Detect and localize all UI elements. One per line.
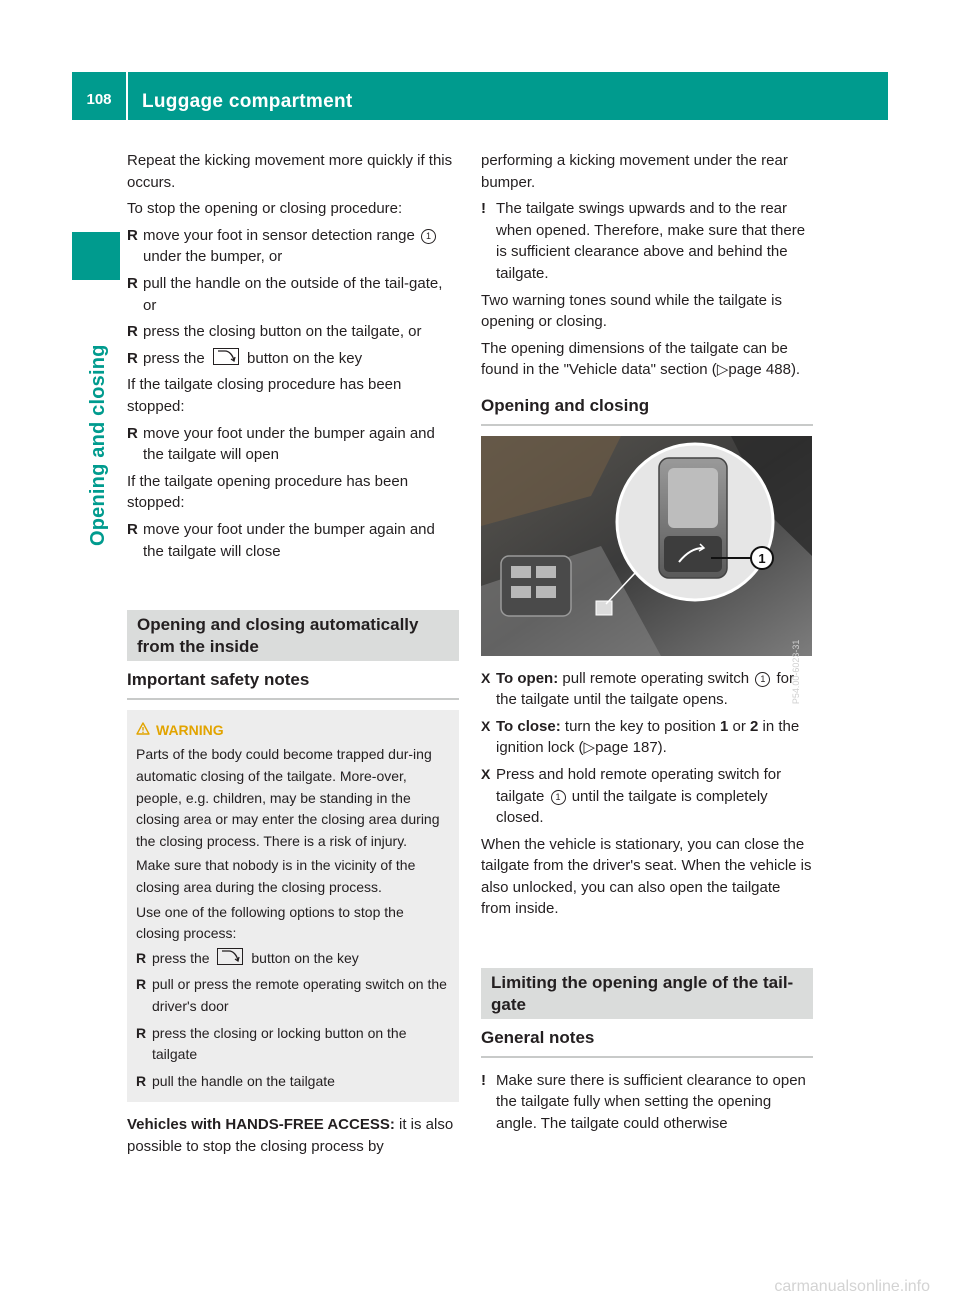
warning-triangle-icon [136, 720, 150, 742]
action-arrow-icon: X [481, 669, 491, 686]
page-number: 108 [86, 91, 112, 108]
warning-text: Parts of the body could become trapped dur-ing automatic closing of the tailgate. More-over, people, e.g. children, may be standing in the closing area or may enter the closing area during the closing process. There is a risk of injury. [136, 746, 440, 849]
list-item: R press the closing button on the tailgate, or [127, 321, 459, 343]
subsection-heading: Opening and closing [481, 395, 813, 426]
paragraph: The opening dimensions of the tailgate can be found in the "Vehicle data" section (▷page 488). [481, 339, 801, 379]
callout-circle-icon: 1 [421, 229, 436, 244]
footer-watermark[interactable]: carmanualsonline.info [774, 1278, 930, 1295]
page-reference[interactable]: page 488 [728, 361, 791, 379]
subsection-heading: General notes [481, 1027, 813, 1058]
note: ! The tailgate swings upwards and to the rear when opened. Therefore, make sure that there is sufficient clearance above and behind the tailgate. [481, 200, 806, 282]
list-item: R pull the handle on the outside of the tail-gate, or [127, 274, 443, 314]
list-item: R pull the handle on the tailgate [136, 1071, 451, 1093]
list-item: R press the closing or locking button on the tailgate [136, 1024, 407, 1063]
paragraph: If the tailgate opening procedure has been stopped: [127, 472, 409, 512]
list-item: R move your foot under the bumper again and the tailgate will close [127, 520, 435, 560]
bullet-icon: R [136, 1024, 147, 1041]
action-step: X To open: pull remote operating switch 1 for the tailgate until the tailgate opens. [481, 669, 795, 709]
list-item: R press the button on the key [127, 348, 459, 370]
bullet-icon: R [127, 274, 138, 292]
paragraph: When the vehicle is stationary, you can close the tailgate from the driver's seat. When the vehicle is also unlocked, you can also open the tailgate from inside. [481, 835, 812, 918]
warning-text: Make sure that nobody is in the vicinity of the closing area during the closing process. [136, 857, 416, 896]
paragraph: Vehicles with HANDS-FREE ACCESS: it is also possible to stop the closing process by [127, 1116, 454, 1155]
tailgate-key-icon [217, 948, 243, 965]
header-separator [126, 72, 128, 120]
warning-box [127, 710, 459, 1103]
paragraph: Repeat the kicking movement more quickly if this occurs. [127, 152, 453, 191]
action-arrow-icon: X [481, 765, 491, 782]
section-heading: Opening and closing automatically from the inside [127, 610, 459, 661]
bullet-icon: R [127, 226, 138, 244]
callout-circle-icon: 1 [551, 790, 566, 805]
list-item: R press the button on the key [136, 948, 451, 970]
image-code: P54.00-6023-31 [791, 639, 802, 705]
action-step: X Press and hold remote operating switch for tailgate 1 until the tailgate is completely closed. [481, 765, 782, 827]
warning-title: WARNING [136, 720, 451, 742]
exclamation-icon: ! [481, 200, 486, 218]
exclamation-icon: ! [481, 1071, 486, 1089]
paragraph: To stop the opening or closing procedure: [127, 200, 403, 218]
paragraph: performing a kicking movement under the rear bumper. [481, 152, 788, 191]
bullet-icon: R [127, 424, 138, 442]
page-reference[interactable]: page 187 [595, 739, 658, 757]
list-item: R move your foot under the bumper again and the tailgate will open [127, 424, 435, 464]
page-header [72, 72, 888, 120]
bullet-icon: R [136, 976, 147, 993]
side-tab-label: Opening and closing [87, 344, 109, 546]
right-column [481, 150, 813, 1140]
chapter-title: Luggage compartment [142, 91, 353, 112]
bullet-icon: R [136, 949, 147, 966]
tailgate-key-icon [213, 348, 239, 365]
bullet-icon: R [127, 349, 138, 367]
warning-text: Use one of the following options to stop the closing process: [136, 903, 404, 942]
page-ref-arrow-icon: ▷ [716, 361, 729, 379]
list-item: R pull or press the remote operating switch on the driver's door [136, 976, 447, 1014]
bullet-icon: R [127, 323, 138, 341]
page-ref-arrow-icon: ▷ [583, 739, 596, 757]
action-arrow-icon: X [481, 717, 491, 734]
paragraph: If the tailgate closing procedure has been stopped: [127, 376, 402, 415]
paragraph: Two warning tones sound while the tailgate is opening or closing. [481, 291, 783, 331]
note: ! Make sure there is sufficient clearance to open the tailgate fully when setting the opening angle. The tailgate could otherwise [481, 1071, 806, 1133]
photo-callout-label: 1 [758, 550, 766, 566]
left-column [127, 150, 459, 1163]
list-item: R move your foot in sensor detection range 1 under the bumper, or [127, 225, 459, 268]
switch-illustration [481, 436, 812, 656]
bullet-icon: R [136, 1072, 147, 1089]
section-heading: Limiting the opening angle of the tail-gate [481, 968, 813, 1019]
action-step: X To close: turn the key to position 1 or 2 in the ignition lock (▷page 187). [481, 717, 800, 757]
callout-circle-icon: 1 [755, 672, 770, 687]
bullet-icon: R [127, 520, 138, 538]
side-tab-marker [72, 232, 120, 280]
subsection-heading: Important safety notes [127, 669, 459, 700]
